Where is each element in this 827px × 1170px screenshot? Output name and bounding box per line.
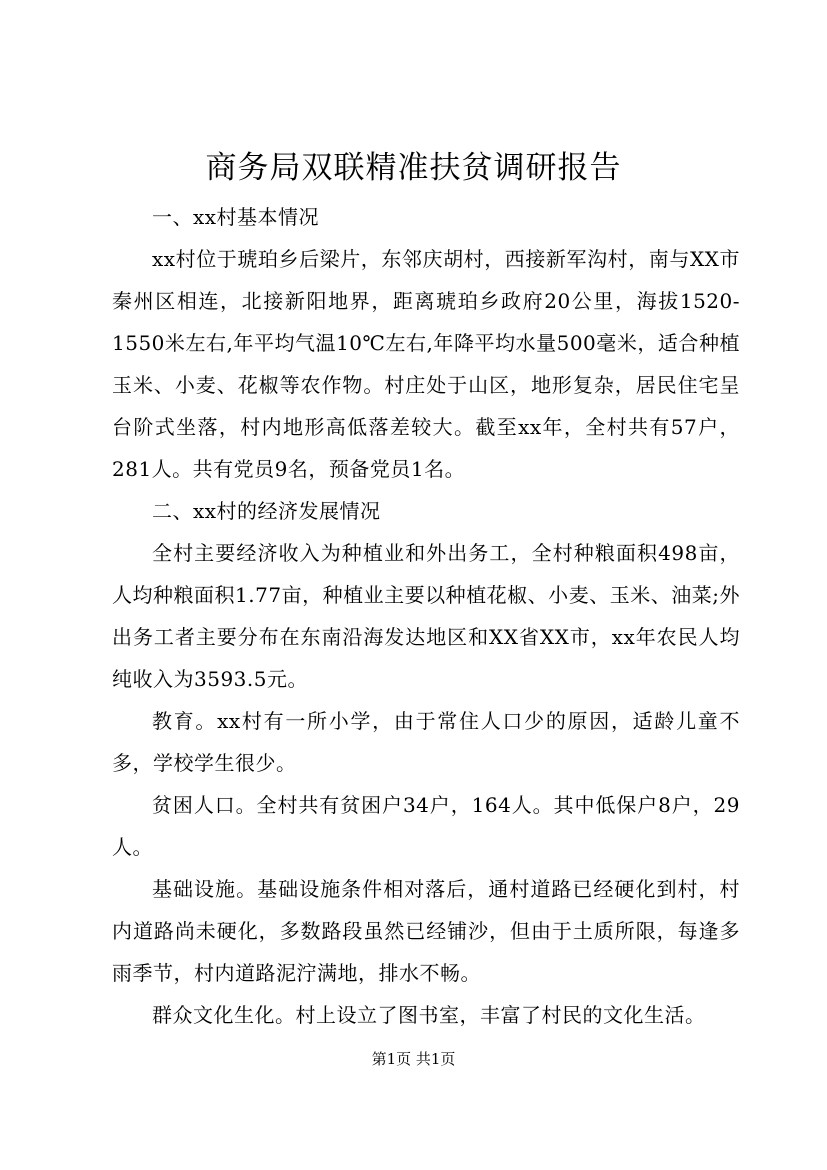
paragraph-poverty: 贫困人口。全村共有贫困户34户，164人。其中低保户8户，29人。 [112,793,740,859]
section-heading-basic-info: 一、xx村基本情况 [152,205,320,229]
page-footer: 第1页 共1页 [371,1050,456,1068]
document-body [112,196,740,1036]
paragraph-basic-info: xx村位于琥珀乡后梁片，东邻庆胡村，西接新军沟村，南与XX市秦州区相连，北接新阳地界，距离琥珀乡政府20公里，海拔1520-1550米左右,年平均气温10℃左右,年降平均水量500毫米，适合种植玉米、小麦、花椒等农作物。村庄处于山区，地形复杂，居民住宅呈台阶式坐落，村内地形高低落差较大。截至xx年，全村共有57户，281人。共有党员9名，预备党员1名。 [112,247,740,481]
document-title: 商务局双联精准扶贫调研报告 [205,150,622,186]
section-heading-economy: 二、xx村的经济发展情况 [152,499,381,523]
paragraph-economy: 全村主要经济收入为种植业和外出务工，全村种粮面积498亩，人均种粮面积1.77亩，种植业主要以种植花椒、小麦、玉米、油菜;外出务工者主要分布在东南沿海发达地区和XX省XX市，xx年农民人均纯收入为3593.5元。 [112,541,740,691]
paragraph-education: 教育。xx村有一所小学，由于常住人口少的原因，适龄儿童不多，学校学生很少。 [112,709,740,775]
paragraph-infrastructure: 基础设施。基础设施条件相对落后，通村道路已经硬化到村，村内道路尚未硬化，多数路段虽然已经铺沙，但由于土质所限，每逢多雨季节，村内道路泥泞满地，排水不畅。 [112,877,740,985]
paragraph-culture: 群众文化生化。村上设立了图书室，丰富了村民的文化生活。 [152,1003,706,1027]
